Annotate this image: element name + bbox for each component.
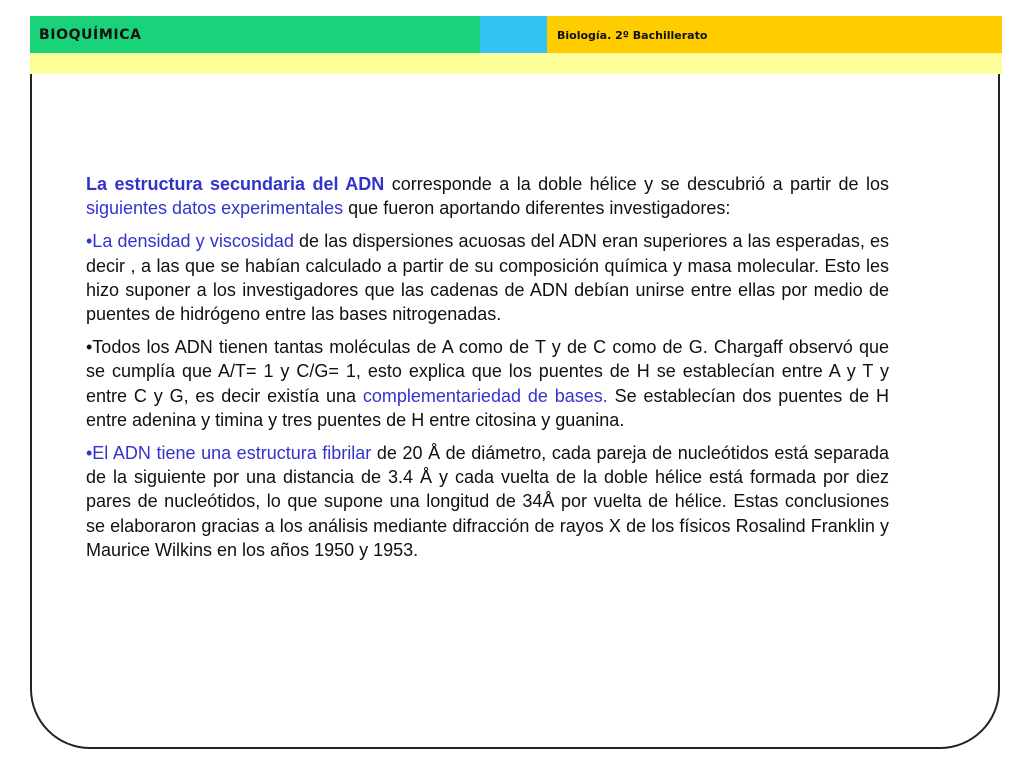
bullet-fibrilar-highlight: •El ADN tiene una estructura fibrilar [86,443,372,464]
intro-text-1: corresponde a la doble hélice y se descubrió a partir de los [384,174,889,194]
bullet-chargaff-text-1: •Todos los ADN tienen tantas moléculas de A como de T y de C como de G. Chargaff observó que se cumplía que A/T= 1 y C/G= 1, esto explica que los puentes de H se establecían entre A y T y entre C y G, es decir existía una [86,337,889,406]
bullet-chargaff [86,335,889,432]
intro-paragraph [86,172,889,220]
bullet-fibrilar [86,441,889,562]
header-light-band [30,53,1002,74]
bullet-chargaff-text-2: Se establecían dos puentes de H entre adenina y timina y tres puentes de H entre citosina y guanina. [86,385,889,430]
header-title: BIOQUÍMICA [39,27,142,43]
bullet-density-highlight: •La densidad y viscosidad [86,231,294,252]
intro-highlight-2: siguientes datos experimentales [86,198,344,219]
intro-text-2: que fueron aportando diferentes investigadores: [343,198,731,219]
bullet-density [86,229,889,326]
slide-content [86,172,889,571]
bullet-chargaff-highlight: complementariedad de bases. [362,385,608,406]
header-cyan-bar [480,16,547,53]
bullet-fibrilar-text: de 20 Å de diámetro, cada pareja de nucleótidos está separada de la siguiente por una distancia de 3.4 Å y cada vuelta de la doble hélice está formada por diez pares de nucleótidos, lo que supone una longitud de 34Å por vuelta de hélice. Estas conclusiones se elaboraron gracias a los análisis mediante difracción de rayos X de los físicos Rosalind Franklin y Maurice Wilkins en los años 1950 y 1953. [86,443,889,560]
bullet-density-text: de las dispersiones acuosas del ADN eran superiores a las esperadas, es decir , a las que se habían calculado a partir de su composición química y masa molecular. Esto les hizo suponer a los investigadores que las cadenas de ADN debían unirse entre ellas por medio de puentes de hidrógeno entre las bases nitrogenadas. [86,231,889,325]
header-subtitle: Biología. 2º Bachillerato [557,29,708,42]
intro-highlight: La estructura secundaria del ADN [86,174,385,194]
